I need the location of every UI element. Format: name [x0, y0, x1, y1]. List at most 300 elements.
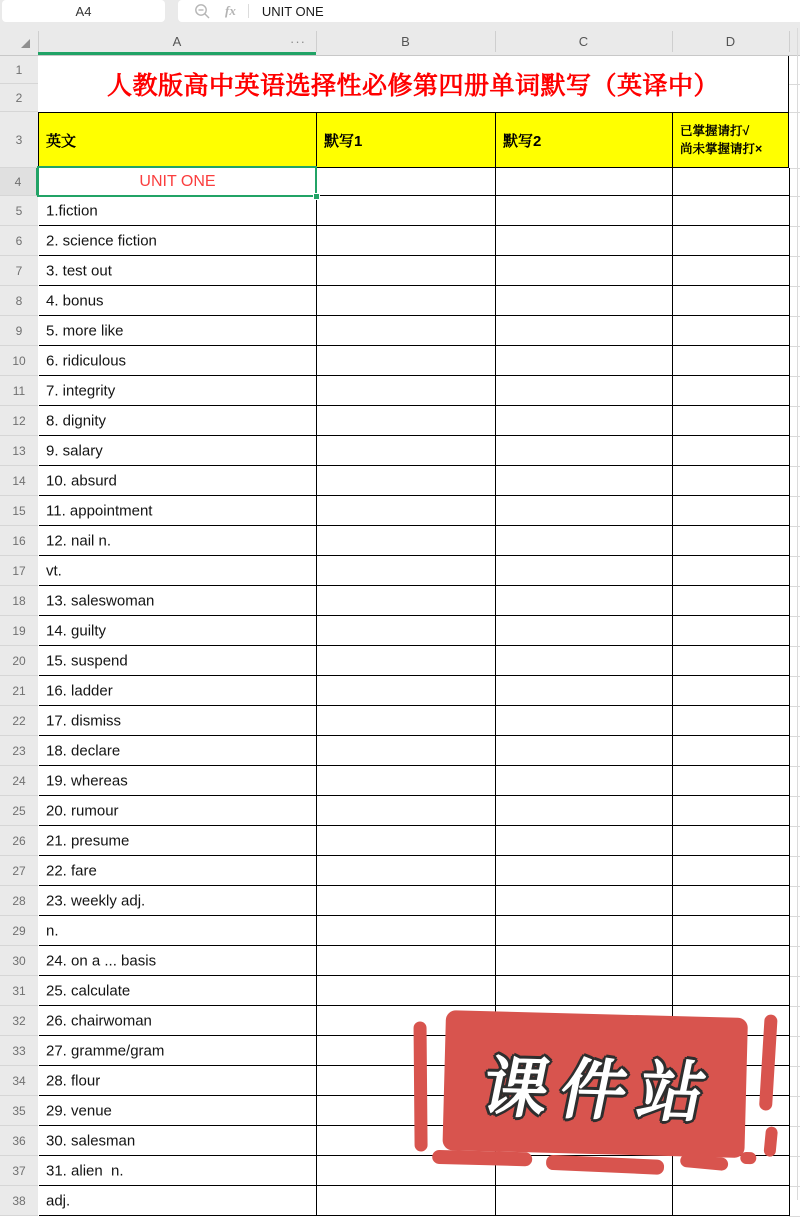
table-row-17: [39, 556, 790, 586]
gridline-horizontal: [789, 886, 800, 887]
cell-a16[interactable]: [39, 526, 317, 555]
gridline-horizontal: [789, 976, 800, 977]
table-row-12: [39, 406, 790, 436]
cell-d27[interactable]: [673, 856, 790, 885]
cell-c10[interactable]: [496, 346, 673, 375]
row-header-31[interactable]: 31: [0, 976, 38, 1006]
cell-b30[interactable]: [317, 946, 496, 975]
cell-a19[interactable]: [39, 616, 317, 645]
column-header-c[interactable]: [495, 28, 672, 55]
cell-d12[interactable]: [673, 406, 790, 435]
zoom-out-icon[interactable]: [194, 3, 211, 20]
row-header-18[interactable]: 18: [0, 586, 38, 616]
cell-a32[interactable]: [39, 1006, 317, 1035]
column-header-band: [0, 28, 800, 56]
gridline-horizontal: [789, 1096, 800, 1097]
cell-c4[interactable]: [496, 168, 673, 195]
gridline-horizontal: [789, 436, 800, 437]
cell-d18[interactable]: [673, 586, 790, 615]
cell-a14[interactable]: [39, 466, 317, 495]
cell-c9[interactable]: [496, 316, 673, 345]
word-text: 18. declare: [46, 742, 121, 759]
row-header-29[interactable]: 29: [0, 916, 38, 946]
word-text: 25. calculate: [46, 982, 131, 999]
column-header-c-label: C: [578, 34, 589, 49]
column-separator: [316, 31, 317, 52]
cell-b19[interactable]: [317, 616, 496, 645]
column-header-b-label: B: [401, 34, 410, 49]
gridline-horizontal: [789, 346, 800, 347]
gridline-vertical: [797, 28, 798, 1200]
cell-a37[interactable]: [39, 1156, 317, 1185]
cell-c23[interactable]: [496, 736, 673, 765]
cell-a20[interactable]: [39, 646, 317, 675]
table-row-16: [39, 526, 790, 556]
cell-a12[interactable]: [39, 406, 317, 435]
gridline-horizontal: [789, 826, 800, 827]
cell-b29[interactable]: [317, 916, 496, 945]
word-text: vt.: [46, 562, 62, 579]
cell-d38[interactable]: [673, 1186, 790, 1215]
stamp-frame-stroke: [546, 1155, 665, 1175]
gridline-horizontal: [789, 466, 800, 467]
cell-a10[interactable]: [39, 346, 317, 375]
column-separator: [672, 31, 673, 52]
cell-d14[interactable]: [673, 466, 790, 495]
row-header-37[interactable]: 37: [0, 1156, 38, 1186]
cell-a9[interactable]: [39, 316, 317, 345]
column-menu-dots[interactable]: ···: [290, 34, 306, 49]
row-header-9[interactable]: 9: [0, 316, 38, 346]
row-header-28[interactable]: 28: [0, 886, 38, 916]
cell-a15[interactable]: [39, 496, 317, 525]
word-text: 10. absurd: [46, 472, 117, 489]
cell-a4[interactable]: [39, 168, 317, 195]
cell-a27[interactable]: [39, 856, 317, 885]
cell-d8[interactable]: [673, 286, 790, 315]
cell-a7[interactable]: [39, 256, 317, 285]
word-text: 1.fiction: [46, 202, 98, 219]
row-header-30[interactable]: 30: [0, 946, 38, 976]
cell-a28[interactable]: [39, 886, 317, 915]
cell-a3[interactable]: [39, 113, 317, 167]
cell-a38[interactable]: [39, 1186, 317, 1215]
cell-c14[interactable]: [496, 466, 673, 495]
row-header-33[interactable]: 33: [0, 1036, 38, 1066]
row-header-3[interactable]: 3: [0, 112, 38, 168]
cell-c26[interactable]: [496, 826, 673, 855]
table-row-15: [39, 496, 790, 526]
cell-c31[interactable]: [496, 976, 673, 1005]
table-row-13: [39, 436, 790, 466]
table-row-21: [39, 676, 790, 706]
row-header-4[interactable]: 4: [0, 168, 38, 196]
table-row-4: [39, 168, 790, 196]
row-header-25[interactable]: 25: [0, 796, 38, 826]
cell-c16[interactable]: [496, 526, 673, 555]
cell-a26[interactable]: [39, 826, 317, 855]
row-header-16[interactable]: 16: [0, 526, 38, 556]
word-text: 11. appointment: [46, 502, 153, 519]
cell-d11[interactable]: [673, 376, 790, 405]
word-text: 20. rumour: [46, 802, 119, 819]
gridline-horizontal: [789, 736, 800, 737]
cell-b17[interactable]: [317, 556, 496, 585]
cell-a24[interactable]: [39, 766, 317, 795]
gridline-horizontal: [789, 1006, 800, 1007]
cell-b25[interactable]: [317, 796, 496, 825]
column-separator: [38, 31, 39, 52]
gridline-horizontal: [789, 84, 800, 85]
cell-c7[interactable]: [496, 256, 673, 285]
cell-c12[interactable]: [496, 406, 673, 435]
cell-b4[interactable]: [317, 168, 496, 195]
cell-b6[interactable]: [317, 226, 496, 255]
row-header-26[interactable]: 26: [0, 826, 38, 856]
row-header-13[interactable]: 13: [0, 436, 38, 466]
word-text: 3. test out: [46, 262, 112, 279]
row-header-17[interactable]: 17: [0, 556, 38, 586]
cell-c11[interactable]: [496, 376, 673, 405]
gridline-horizontal: [789, 376, 800, 377]
table-row-6: [39, 226, 790, 256]
column-header-b[interactable]: [316, 28, 495, 55]
select-all-corner[interactable]: [0, 28, 38, 55]
table-row-25: [39, 796, 790, 826]
column-header-d-label: D: [725, 34, 736, 49]
stamp-box: [442, 1010, 748, 1158]
cell-c20[interactable]: [496, 646, 673, 675]
row-header-21[interactable]: 21: [0, 676, 38, 706]
word-text: 21. presume: [46, 832, 130, 849]
word-text: 7. integrity: [46, 382, 116, 399]
table-row-20: [39, 646, 790, 676]
cell-b22[interactable]: [317, 706, 496, 735]
row-header-6[interactable]: 6: [0, 226, 38, 256]
cell-d5[interactable]: [673, 196, 790, 225]
row-header-12[interactable]: 12: [0, 406, 38, 436]
cell-d17[interactable]: [673, 556, 790, 585]
cell-d9[interactable]: [673, 316, 790, 345]
word-text: 14. guilty: [46, 622, 107, 639]
row-header-7[interactable]: 7: [0, 256, 38, 286]
cell-c30[interactable]: [496, 946, 673, 975]
table-row-23: [39, 736, 790, 766]
word-text: 23. weekly adj.: [46, 892, 146, 909]
cell-a13[interactable]: [39, 436, 317, 465]
cell-c15[interactable]: [496, 496, 673, 525]
table-row-9: [39, 316, 790, 346]
cell-b14[interactable]: [317, 466, 496, 495]
cell-b16[interactable]: [317, 526, 496, 555]
cell-a21[interactable]: [39, 676, 317, 705]
select-all-triangle-icon: [21, 39, 30, 48]
gridline-horizontal: [789, 946, 800, 947]
gridline-horizontal: [789, 286, 800, 287]
toolbar: [0, 0, 800, 28]
watermark-text: 课件站: [475, 1049, 725, 1130]
cell-d31[interactable]: [673, 976, 790, 1005]
cell-b28[interactable]: [317, 886, 496, 915]
row-header-24[interactable]: 24: [0, 766, 38, 796]
cell-b24[interactable]: [317, 766, 496, 795]
word-text: 17. dismiss: [46, 712, 122, 729]
cell-c21[interactable]: [496, 676, 673, 705]
gridline-horizontal: [789, 676, 800, 677]
word-text: 5. more like: [46, 322, 124, 339]
cell-c29[interactable]: [496, 916, 673, 945]
cell-c8[interactable]: [496, 286, 673, 315]
table-row-18: [39, 586, 790, 616]
gridline-horizontal: [789, 1126, 800, 1127]
header-mastered-label: 已掌握请打√: [680, 123, 750, 138]
stamp-frame-stroke: [763, 1126, 778, 1157]
cell-a8[interactable]: [39, 286, 317, 315]
cell-d16[interactable]: [673, 526, 790, 555]
cell-d6[interactable]: [673, 226, 790, 255]
cell-a36[interactable]: [39, 1126, 317, 1155]
cell-c22[interactable]: [496, 706, 673, 735]
formula-bar-divider: [248, 4, 249, 18]
column-separator: [495, 31, 496, 52]
row-header-11[interactable]: 11: [0, 376, 38, 406]
word-text: 4. bonus: [46, 292, 104, 309]
cell-d23[interactable]: [673, 736, 790, 765]
cell-a31[interactable]: [39, 976, 317, 1005]
cell-b23[interactable]: [317, 736, 496, 765]
cell-d25[interactable]: [673, 796, 790, 825]
gridline-horizontal: [789, 226, 800, 227]
table-row-24: [39, 766, 790, 796]
cell-b27[interactable]: [317, 856, 496, 885]
cell-a30[interactable]: [39, 946, 317, 975]
column-separator: [789, 31, 790, 52]
row-header-2[interactable]: 2: [0, 84, 38, 112]
table-row-26: [39, 826, 790, 856]
title-cell[interactable]: [38, 56, 789, 112]
cell-c6[interactable]: [496, 226, 673, 255]
cell-c19[interactable]: [496, 616, 673, 645]
table-row-10: [39, 346, 790, 376]
stamp-frame-stroke: [432, 1150, 532, 1167]
cell-d21[interactable]: [673, 676, 790, 705]
word-text: 6. ridiculous: [46, 352, 127, 369]
cell-d22[interactable]: [673, 706, 790, 735]
row-header-8[interactable]: 8: [0, 286, 38, 316]
cell-a25[interactable]: [39, 796, 317, 825]
word-text: n.: [46, 922, 59, 939]
gridline-horizontal: [789, 406, 800, 407]
gridline-horizontal: [789, 706, 800, 707]
cell-d13[interactable]: [673, 436, 790, 465]
cell-b5[interactable]: [317, 196, 496, 225]
row-header-34[interactable]: 34: [0, 1066, 38, 1096]
cell-b21[interactable]: [317, 676, 496, 705]
cell-a11[interactable]: [39, 376, 317, 405]
cell-b13[interactable]: [317, 436, 496, 465]
gridline-horizontal: [789, 796, 800, 797]
cell-a33[interactable]: [39, 1036, 317, 1065]
table-row-11: [39, 376, 790, 406]
cell-b11[interactable]: [317, 376, 496, 405]
cell-c17[interactable]: [496, 556, 673, 585]
cell-d24[interactable]: [673, 766, 790, 795]
formula-bar[interactable]: [178, 0, 800, 22]
cell-a29[interactable]: [39, 916, 317, 945]
cell-d3[interactable]: [673, 113, 789, 167]
gridline-horizontal: [789, 168, 800, 169]
word-text: 2. science fiction: [46, 232, 157, 249]
cell-b10[interactable]: [317, 346, 496, 375]
table-row-8: [39, 286, 790, 316]
unit-label: UNIT ONE: [139, 172, 216, 190]
column-header-a-label: A: [172, 34, 182, 49]
word-text: 27. gramme/gram: [46, 1042, 165, 1059]
word-text: 19. whereas: [46, 772, 128, 789]
gridline-horizontal: [789, 1186, 800, 1187]
row-header-32[interactable]: 32: [0, 1006, 38, 1036]
gridline-horizontal: [789, 766, 800, 767]
table-row-19: [39, 616, 790, 646]
formula-bar-value[interactable]: UNIT ONE: [261, 3, 324, 19]
header-row: [38, 112, 789, 168]
table-row-27: [39, 856, 790, 886]
cell-b8[interactable]: [317, 286, 496, 315]
cell-d15[interactable]: [673, 496, 790, 525]
fx-icon[interactable]: fx: [225, 3, 236, 18]
row-header-22[interactable]: 22: [0, 706, 38, 736]
watermark-stamp: [396, 1001, 792, 1181]
cell-c27[interactable]: [496, 856, 673, 885]
word-text: 15. suspend: [46, 652, 128, 669]
cell-d29[interactable]: [673, 916, 790, 945]
cell-c28[interactable]: [496, 886, 673, 915]
row-header-23[interactable]: 23: [0, 736, 38, 766]
table-row-5: [39, 196, 790, 226]
cell-c18[interactable]: [496, 586, 673, 615]
cell-d26[interactable]: [673, 826, 790, 855]
gridline-horizontal: [789, 496, 800, 497]
cell-c38[interactable]: [496, 1186, 673, 1215]
cell-c24[interactable]: [496, 766, 673, 795]
cell-d4[interactable]: [673, 168, 790, 195]
word-text: 31. alien n.: [46, 1162, 124, 1179]
word-text: 24. on a ... basis: [46, 952, 157, 969]
table-row-14: [39, 466, 790, 496]
gridline-horizontal: [789, 526, 800, 527]
row-header-36[interactable]: 36: [0, 1126, 38, 1156]
table-row-30: [39, 946, 790, 976]
cell-d19[interactable]: [673, 616, 790, 645]
gridline-horizontal: [789, 256, 800, 257]
cell-b12[interactable]: [317, 406, 496, 435]
cell-name-box[interactable]: [2, 0, 165, 22]
word-text: 29. venue: [46, 1102, 112, 1119]
gridline-horizontal: [789, 856, 800, 857]
word-text: 26. chairwoman: [46, 1012, 152, 1029]
gridline-horizontal: [789, 646, 800, 647]
cell-d20[interactable]: [673, 646, 790, 675]
table-row-28: [39, 886, 790, 916]
cell-b20[interactable]: [317, 646, 496, 675]
stamp-frame-stroke: [413, 1021, 427, 1151]
row-header-14[interactable]: 14: [0, 466, 38, 496]
cell-b26[interactable]: [317, 826, 496, 855]
word-text: 8. dignity: [46, 412, 107, 429]
word-text: 9. salary: [46, 442, 103, 459]
cell-b15[interactable]: [317, 496, 496, 525]
row-header-20[interactable]: 20: [0, 646, 38, 676]
cell-c3[interactable]: [496, 113, 673, 167]
gridline-horizontal: [789, 112, 800, 113]
gridline-horizontal: [789, 556, 800, 557]
cell-c5[interactable]: [496, 196, 673, 225]
row-header-10[interactable]: 10: [0, 346, 38, 376]
cell-a23[interactable]: [39, 736, 317, 765]
cell-a18[interactable]: [39, 586, 317, 615]
gridline-horizontal: [789, 316, 800, 317]
word-text: 16. ladder: [46, 682, 113, 699]
sheet-title: 人教版高中英语选择性必修第四册单词默写（英译中）: [106, 72, 719, 100]
table-row-38: [39, 1186, 790, 1216]
cell-d7[interactable]: [673, 256, 790, 285]
cell-b38[interactable]: [317, 1186, 496, 1215]
cell-c13[interactable]: [496, 436, 673, 465]
table-row-22: [39, 706, 790, 736]
word-text: adj.: [46, 1192, 71, 1209]
cell-d28[interactable]: [673, 886, 790, 915]
row-header-15[interactable]: 15: [0, 496, 38, 526]
row-header-19[interactable]: 19: [0, 616, 38, 646]
column-header-a[interactable]: [38, 28, 316, 55]
cell-b7[interactable]: [317, 256, 496, 285]
table-row-29: [39, 916, 790, 946]
fill-handle[interactable]: [313, 193, 320, 200]
selected-column-indicator: [38, 52, 316, 55]
row-header-1[interactable]: 1: [0, 56, 38, 84]
cell-reference: A4: [75, 3, 92, 19]
header-dictation1-label: 默写1: [324, 132, 363, 150]
cell-b9[interactable]: [317, 316, 496, 345]
cell-b18[interactable]: [317, 586, 496, 615]
header-not-mastered-label: 尚未掌握请打×: [680, 142, 763, 156]
cell-b3[interactable]: [317, 113, 496, 167]
word-text: 22. fare: [46, 862, 97, 879]
cell-d30[interactable]: [673, 946, 790, 975]
cell-a17[interactable]: [39, 556, 317, 585]
word-text: 30. salesman: [46, 1132, 136, 1149]
cell-c25[interactable]: [496, 796, 673, 825]
cell-d10[interactable]: [673, 346, 790, 375]
cell-a5[interactable]: [39, 196, 317, 225]
column-header-d[interactable]: [672, 28, 789, 55]
row-header-38[interactable]: 38: [0, 1186, 38, 1216]
cell-a34[interactable]: [39, 1066, 317, 1095]
cell-a35[interactable]: [39, 1096, 317, 1125]
header-english-label: 英文: [46, 132, 77, 150]
gridline-horizontal: [789, 916, 800, 917]
row-header-27[interactable]: 27: [0, 856, 38, 886]
table-row-7: [39, 256, 790, 286]
cell-a22[interactable]: [39, 706, 317, 735]
stamp-frame-stroke: [759, 1014, 778, 1111]
row-header-35[interactable]: 35: [0, 1096, 38, 1126]
gridline-horizontal: [789, 586, 800, 587]
gridline-horizontal: [789, 196, 800, 197]
row-header-5[interactable]: 5: [0, 196, 38, 226]
word-text: 28. flour: [46, 1072, 101, 1089]
cell-a6[interactable]: [39, 226, 317, 255]
